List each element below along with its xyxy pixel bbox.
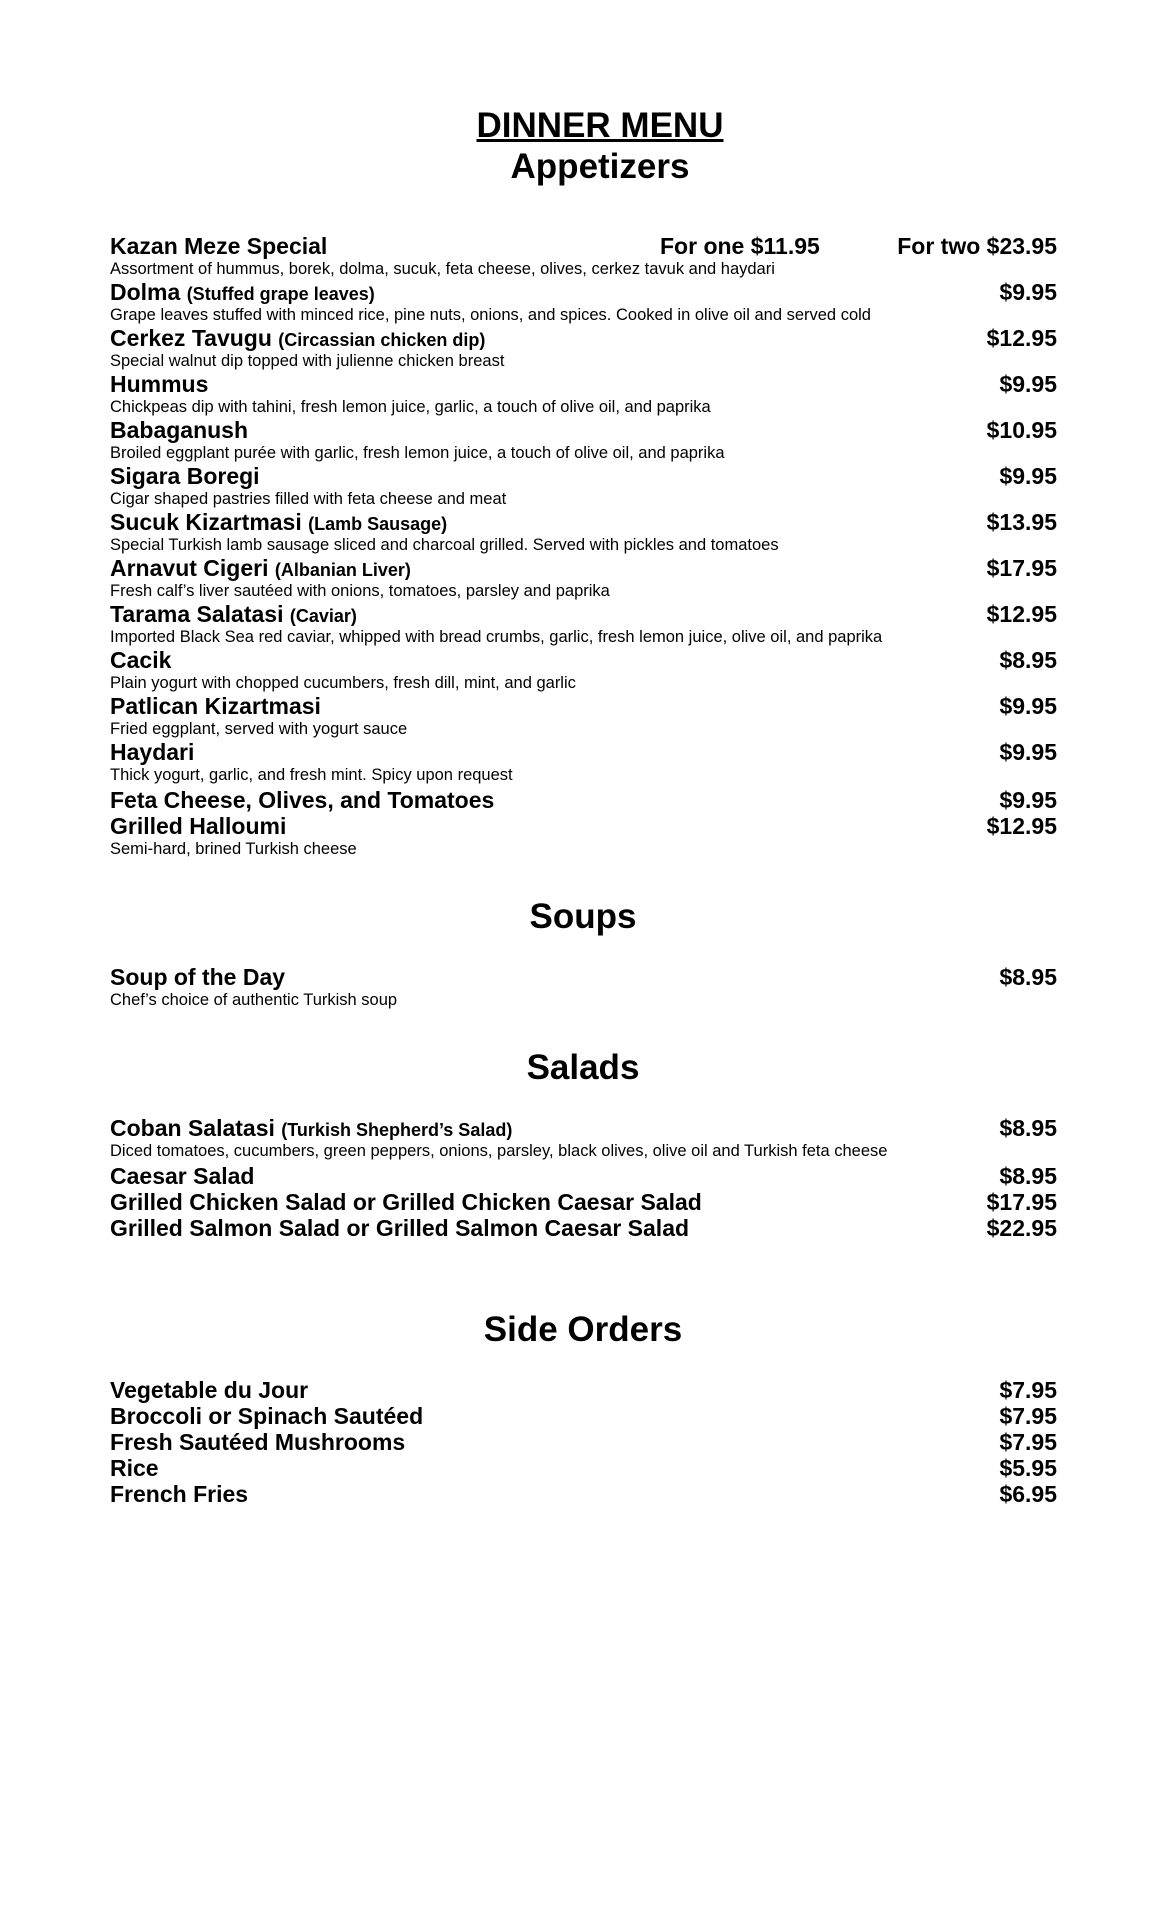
menu-item-feta-cheese [110,786,1057,814]
menu-item-broccoli-spinach [110,1402,1057,1430]
menu-item-cerkez-tavugu [110,324,1057,352]
item-name: Kazan Meze Special [110,233,328,259]
menu-item-sauteed-mushrooms [110,1428,1057,1456]
item-note: (Stuffed grape leaves) [186,284,375,304]
menu-item-coban-salatasi [110,1114,1057,1142]
item-description: Broiled eggplant purée with garlic, fresh lemon juice, a touch of olive oil, and paprika [110,444,725,462]
menu-item-babaganush [110,416,1057,444]
menu-item-french-fries [110,1480,1057,1508]
item-price: $9.95 [999,279,1057,305]
item-name: French Fries [110,1481,249,1507]
item-name: Tarama Salatasi (Caviar) [110,601,357,627]
item-price: $10.95 [986,417,1057,443]
item-note: (Lamb Sausage) [308,514,448,534]
item-price: $7.95 [999,1429,1057,1455]
item-name: Sucuk Kizartmasi (Lamb Sausage) [110,509,448,535]
menu-item-kazan-meze [110,232,1057,260]
item-description: Plain yogurt with chopped cucumbers, fresh dill, mint, and garlic [110,674,576,692]
item-price: $8.95 [999,1163,1057,1189]
item-price: $8.95 [999,647,1057,673]
item-price: $17.95 [986,555,1057,581]
item-price: $9.95 [999,739,1057,765]
menu-item-hummus [110,370,1057,398]
item-price: $9.95 [999,787,1057,813]
menu-item-tarama-salatasi [110,600,1057,628]
item-name: Grilled Halloumi [110,813,287,839]
menu-item-vegetable-du-jour [110,1376,1057,1404]
item-price: $13.95 [986,509,1057,535]
item-price-one: For one $11.95 [660,233,820,259]
item-price: $12.95 [986,813,1057,839]
item-description: Imported Black Sea red caviar, whipped with bread crumbs, garlic, fresh lemon juice, olive oil, and paprika [110,628,883,646]
menu-item-dolma [110,278,1057,306]
section-heading-soups: Soups [529,897,637,936]
item-description: Chef’s choice of authentic Turkish soup [110,991,398,1009]
item-name: Fresh Sautéed Mushrooms [110,1429,406,1455]
menu-item-sigara-boregi [110,462,1057,490]
section-heading-salads: Salads [526,1048,640,1087]
item-description: Chickpeas dip with tahini, fresh lemon juice, garlic, a touch of olive oil, and paprika [110,398,711,416]
menu-item-grilled-salmon-salad [110,1214,1057,1242]
item-description: Thick yogurt, garlic, and fresh mint. Spicy upon request [110,766,513,784]
item-price: $5.95 [999,1455,1057,1481]
item-name: Soup of the Day [110,964,286,990]
menu-item-patlican-kizartmasi [110,692,1057,720]
menu-item-caesar-salad [110,1162,1057,1190]
item-note: (Turkish Shepherd’s Salad) [281,1120,513,1140]
item-price: $9.95 [999,693,1057,719]
item-price: $7.95 [999,1403,1057,1429]
item-description: Special walnut dip topped with julienne chicken breast [110,352,505,370]
item-name: Babaganush [110,417,249,443]
item-description: Grape leaves stuffed with minced rice, pine nuts, onions, and spices. Cooked in olive oil and served cold [110,306,871,324]
menu-item-cacik [110,646,1057,674]
menu-item-sucuk-kizartmasi [110,508,1057,536]
item-note: (Albanian Liver) [274,560,411,580]
item-name: Arnavut Cigeri (Albanian Liver) [110,555,411,581]
item-note: (Caviar) [289,606,357,626]
item-name: Broccoli or Spinach Sautéed [110,1403,424,1429]
menu-item-grilled-halloumi [110,812,1057,840]
item-name: Cacik [110,647,172,673]
item-name: Feta Cheese, Olives, and Tomatoes [110,787,495,813]
item-description: Special Turkish lamb sausage sliced and charcoal grilled. Served with pickles and tomatoes [110,536,779,554]
item-name: Rice [110,1455,159,1481]
item-name: Cerkez Tavugu (Circassian chicken dip) [110,325,486,351]
item-description: Semi-hard, brined Turkish cheese [110,840,357,858]
menu-item-grilled-chicken-salad [110,1188,1057,1216]
item-name: Dolma (Stuffed grape leaves) [110,279,375,305]
item-name: Grilled Chicken Salad or Grilled Chicken Caesar Salad [110,1189,702,1215]
item-name: Haydari [110,739,195,765]
item-price-two: For two $23.95 [897,233,1057,259]
menu-item-arnavut-cigeri [110,554,1057,582]
item-name: Sigara Boregi [110,463,260,489]
item-price: $12.95 [986,325,1057,351]
item-description: Fried eggplant, served with yogurt sauce [110,720,408,738]
item-name: Grilled Salmon Salad or Grilled Salmon Caesar Salad [110,1215,690,1241]
item-price: $7.95 [999,1377,1057,1403]
item-description: Fresh calf’s liver sautéed with onions, tomatoes, parsley and paprika [110,582,610,600]
item-name: Caesar Salad [110,1163,255,1189]
item-price: $8.95 [999,1115,1057,1141]
item-name: Vegetable du Jour [110,1377,309,1403]
item-price: $8.95 [999,964,1057,990]
menu-title: DINNER MENU [476,106,724,145]
item-price: $6.95 [999,1481,1057,1507]
item-description: Cigar shaped pastries filled with feta cheese and meat [110,490,507,508]
section-heading-appetizers: Appetizers [510,147,690,186]
item-price: $12.95 [986,601,1057,627]
item-description: Assortment of hummus, borek, dolma, sucuk, feta cheese, olives, cerkez tavuk and haydari [110,260,775,278]
item-price: $9.95 [999,371,1057,397]
item-name: Hummus [110,371,209,397]
item-name: Coban Salatasi (Turkish Shepherd’s Salad) [110,1115,513,1141]
item-price: $9.95 [999,463,1057,489]
item-name: Patlican Kizartmasi [110,693,321,719]
item-note: (Circassian chicken dip) [278,330,486,350]
menu-item-haydari [110,738,1057,766]
menu-item-rice [110,1454,1057,1482]
item-price: $22.95 [986,1215,1057,1241]
item-description: Diced tomatoes, cucumbers, green peppers, onions, parsley, black olives, olive oil and Turkish feta cheese [110,1142,888,1160]
item-price: $17.95 [986,1189,1057,1215]
section-heading-side-orders: Side Orders [483,1310,683,1349]
menu-item-soup-of-the-day [110,963,1057,991]
